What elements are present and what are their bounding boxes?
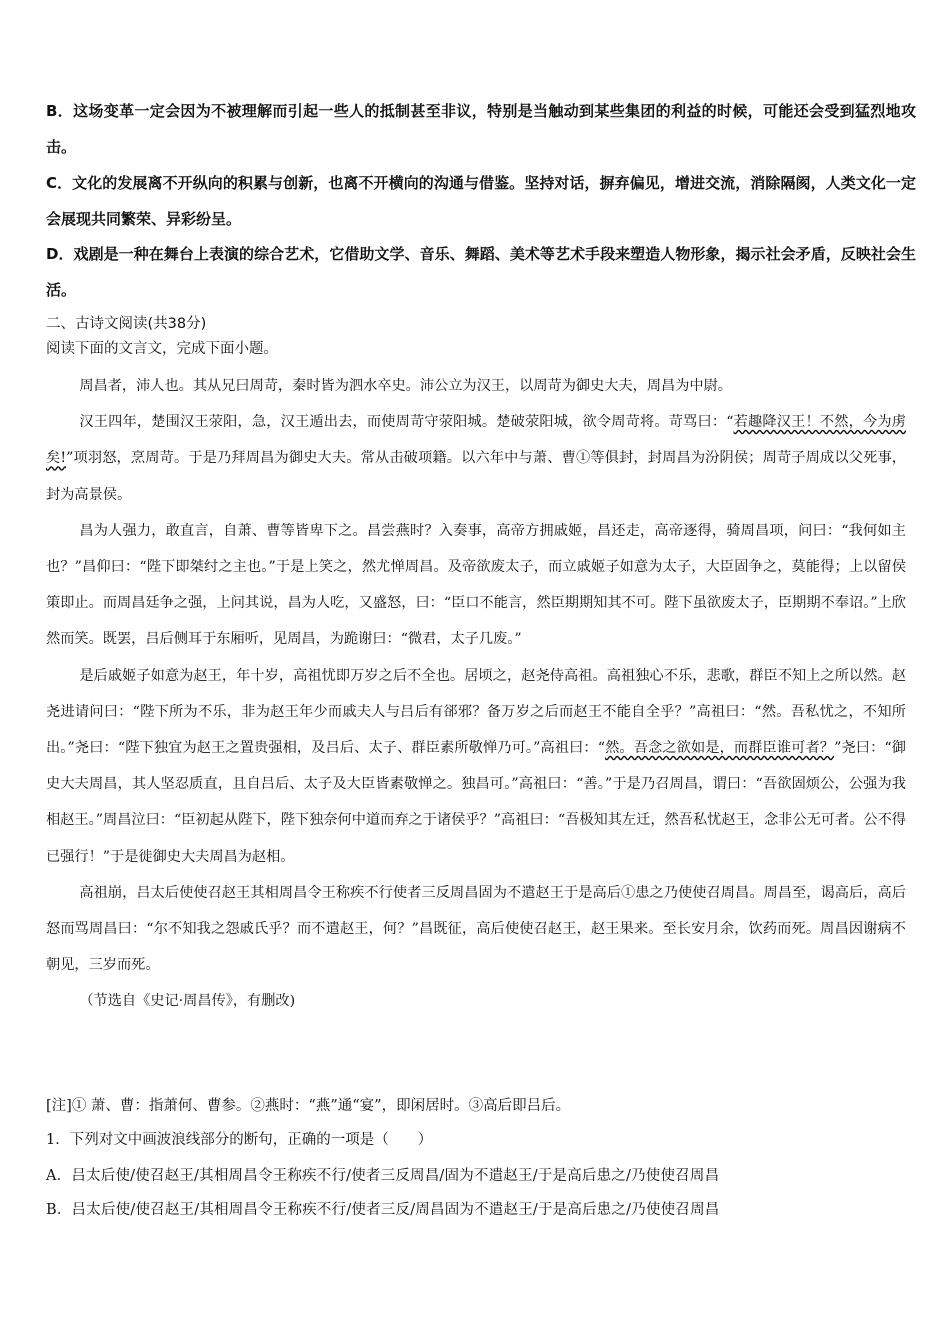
option-b: B．这场变革一定会因为不被理解而引起一些人的抵制甚至非议，特别是当触动到某些集团的利益的时候，可能还会受到猛烈地攻击。 bbox=[46, 102, 916, 156]
passage-paragraph bbox=[46, 404, 906, 513]
wavy-underlined-text: 然。吾念之欲如是，而群臣谁可者？ bbox=[605, 740, 835, 757]
passage-paragraph: 周昌者，沛人也。其从兄曰周苛，秦时皆为泗水卒史。沛公立为汉王，以周苛为御史大夫，周昌为中尉。 bbox=[79, 378, 732, 394]
answer-choice-b: B．吕太后使/使召赵王/其相周昌令王称疾不行/使者三反/周昌固为不遣赵王/于是高后患之/乃使使召周昌 bbox=[46, 1202, 720, 1218]
answer-choice-a: A．吕太后使/使召赵王/其相周昌令王称疾不行/使者三反周昌/固为不遣赵王/于是高后患之/乃使使召周昌 bbox=[46, 1168, 720, 1184]
option-d: D．戏剧是一种在舞台上表演的综合艺术，它借助文学、音乐、舞蹈、美术等艺术手段来塑造人物形象，揭示社会矛盾，反映社会生活。 bbox=[46, 245, 916, 299]
question-stem: 1．下列对文中画波浪线部分的断句，正确的一项是（ ） bbox=[46, 1132, 433, 1148]
passage-source: （节选自《史记·周昌传》，有删改) bbox=[79, 993, 296, 1010]
option-c: C．文化的发展离不开纵向的积累与创新，也离不开横向的沟通与借鉴。坚持对话，摒弃偏见，增进交流，消除隔阂，人类文化一定会展现共同繁荣、异彩纷呈。 bbox=[46, 174, 916, 228]
classical-passage bbox=[46, 368, 906, 1020]
wavy-underlined-text: 若趣降汉王！不然，今为虏矣! bbox=[46, 414, 906, 467]
passage-text: ”项羽怒，烹周苛。于是乃拜周昌为御史大夫。常从击破项籍。以六年中与萧、曹①等俱封，封周昌为汾阴侯；周苛子周成以父死事，封为高景侯。 bbox=[46, 450, 906, 503]
section-instruction: 阅读下面的文言文，完成下面小题。 bbox=[46, 341, 278, 357]
passage-text: ”尧曰：“御史大夫周昌，其人坚忍质直，且自吕后、太子及大臣皆素敬惮之。独昌可。”高祖曰：“善。”于是乃召周昌，谓曰：“吾欲固烦公，公强为我相赵王。”周昌泣曰：“臣初起从陛下，陛下独奈何中道而弃之于诸侯乎？”高祖曰：“吾极知其左迁，然吾私忧赵王，念非公无可者。公不得已强行！”于是徙御史大夫周昌为赵相。 bbox=[46, 740, 906, 865]
passage-text: 汉王四年，楚围汉王荥阳，急，汉王遁出去，而使周苛守荥阳城。楚破荥阳城，欲令周苛将。苛骂曰：“ bbox=[79, 414, 734, 431]
passage-paragraph: 高祖崩，吕太后使使召赵王其相周昌令王称疾不行使者三反周昌固为不遣赵王于是高后①患之乃使使召周昌。周昌至，谒高后，高后怒而骂周昌曰：“尔不知我之怨戚氏乎？而不遣赵王，何？”昌既征，高后使使召赵王，赵王果来。至长安月余，饮药而死。周昌因谢病不朝见，三岁而死。 bbox=[46, 884, 906, 974]
passage-paragraph bbox=[46, 658, 906, 875]
passage-text: 是后戚姬子如意为赵王，年十岁，高祖忧即万岁之后不全也。居顷之，赵尧侍高祖。高祖独心不乐，悲歌，群臣不知上之所以然。赵尧进请问曰：“陛下所为不乐，非为赵王年少而戚夫人与吕后有郤邪？备万岁之后而赵王不能自全乎？”高祖曰：“然。吾私忧之，不知所出。”尧曰：“陛下独宜为赵王之置贵强相，及吕后、太子、群臣素所敬惮乃可。”高祖曰：“ bbox=[46, 667, 906, 757]
passage-paragraph: 昌为人强力，敢直言，自萧、曹等皆卑下之。昌尝燕时？入奏事，高帝方拥戚姬，昌还走，高帝逐得，骑周昌项，问曰：“我何如主也？”昌仰曰：“陛下即桀纣之主也。”于是上笑之，然尤惮周昌。及帝欲废太子，而立戚姬子如意为太子，大臣固争之，莫能得；上以留侯策即止。而周昌廷争之强，上问其说，昌为人吃，又盛怒，曰：“臣口不能言，然臣期期知其不可。陛下虽欲废太子，臣期期不奉诏。”上欣然而笑。既罢，吕后侧耳于东厢听，见周昌，为跪谢曰：“微君，太子几废。” bbox=[46, 522, 906, 648]
section-heading: 二、古诗文阅读(共38分) bbox=[46, 316, 207, 332]
annotation-note: [注]① 萧、曹：指萧何、曹参。②燕时：“燕”通“宴”，即闲居时。③高后即吕后。 bbox=[46, 1098, 571, 1114]
